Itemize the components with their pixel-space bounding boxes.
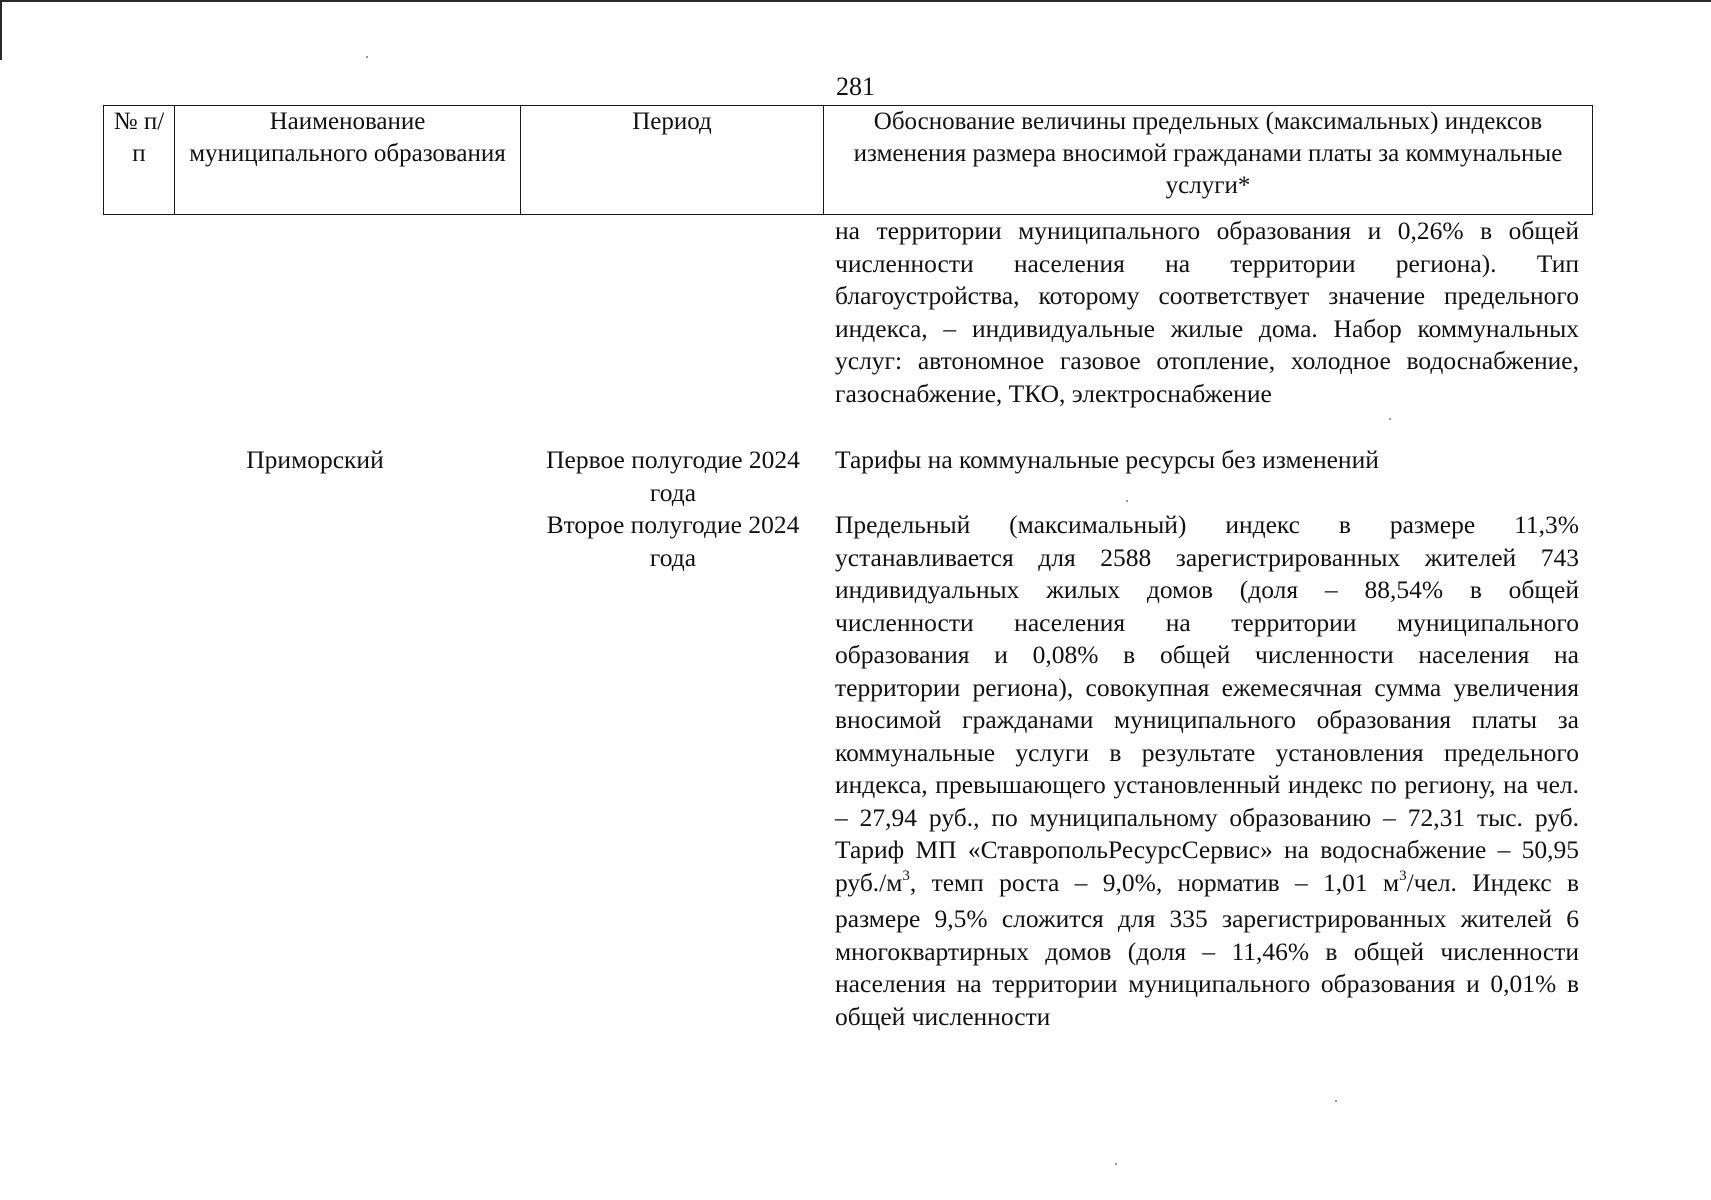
justification-second-half-part1: Предельный (максимальный) индекс в размере 11,3% устанавливается для 2588 зарегистрированных жителей 743 индивидуальных жилых домов (доля – 88,54% в общей численности населения на территории муниципального образования и 0,08% в общей численности населения на территории региона), совокупная ежемесячная сумма увеличения вносимой гражданами муниципального образования платы за коммунальные услуги в результате установления предельного индекса, превышающего установленный индекс по региону, на чел. – 27,94 руб., по муниципальному образованию – 72,31 тыс. руб. Тариф МП «СтавропольРесурсСервис» на водоснабжение – 50,95 руб./м xyxy=(835,510,1579,897)
period-first-half: Первое полугодие 2024 года xyxy=(546,445,800,507)
header-col-justification: Обоснование величины предельных (максимальных) индексов изменения размера вносимой гражданами платы за коммунальные услуги* xyxy=(824,106,1593,215)
header-col-municipality: Наименование муниципального образования xyxy=(175,106,521,215)
scan-speck xyxy=(366,56,368,58)
scan-speck xyxy=(1115,1163,1117,1165)
period-second-half: Второе полугодие 2024 года xyxy=(546,510,800,572)
scan-speck xyxy=(1335,1100,1337,1102)
continuation-justification-text: на территории муниципального образования и 0,26% в общей численности населения на территории региона). Тип благоустройства, которому соответствует значение предельного индекса, – индивидуальные жилые дома. Набор коммунальных услуг: автономное газовое отопление, холодное водоснабжение, газоснабжение, ТКО, электроснабжение xyxy=(835,216,1579,408)
justification-second-half-part3: /чел. Индекс в размере 9,5% сложится для 335 зарегистрированных жителей 6 многоквартирных домов (доля – 11,46% в общей численности населения на территории муниципального образования и 0,01% в общей численности xyxy=(835,867,1580,1031)
page-number: 281 xyxy=(836,72,875,101)
justification-second-half xyxy=(835,509,1579,1033)
header-col-period: Период xyxy=(521,106,824,215)
superscript-cubic-1: 3 xyxy=(902,867,910,884)
scan-speck xyxy=(1126,500,1128,502)
justification-first-half: Тарифы на коммунальные ресурсы без изменений xyxy=(835,445,1379,474)
superscript-cubic-2: 3 xyxy=(1399,867,1407,884)
justification-second-half-part2: , темп роста – 9,0%, норматив – 1,01 м xyxy=(909,867,1400,897)
header-col-number: № п/п xyxy=(104,106,175,215)
municipality-name: Приморский xyxy=(246,445,384,474)
scan-speck xyxy=(1389,418,1391,420)
